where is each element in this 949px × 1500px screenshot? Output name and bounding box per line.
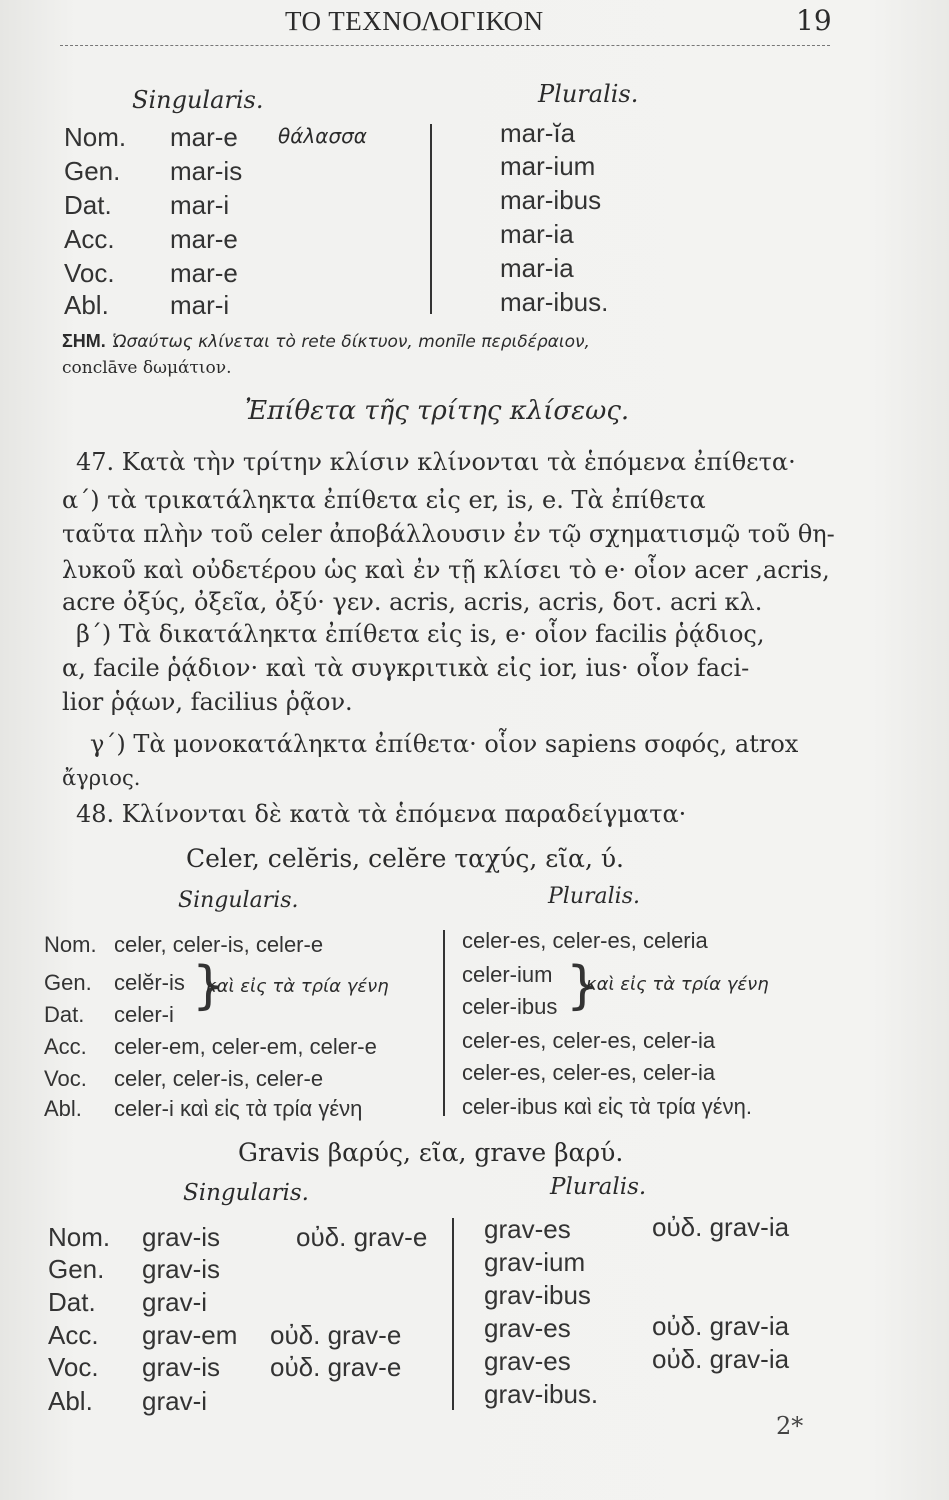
mare-plural-form: mar-ibus (500, 185, 602, 215)
mare-singular-form: mar-e (170, 224, 238, 254)
gravis-plural-neuter: οὐδ. grav-ia (652, 1344, 790, 1374)
celer-case-label: Abl. (44, 1096, 82, 1121)
gravis-singular-form: grav-i (142, 1386, 208, 1416)
mare-case-label: Nom. (64, 122, 127, 152)
celer-singular-brace-text: καὶ εἰς τὰ τρία γένη (206, 976, 389, 997)
mare-plural-form: mar-ibus. (500, 287, 609, 317)
celer-plural-form: celer-es, celer-es, celer-ia (462, 1028, 716, 1053)
note-label: ΣΗΜ. (62, 331, 106, 351)
celer-singular-brace: } (192, 956, 226, 1016)
mare-column-divider (430, 124, 432, 314)
gravis-singular-form: grav-is (142, 1254, 221, 1284)
celer-singular-heading: Singularis. (178, 888, 299, 913)
para47-line: ἄγριος. (62, 766, 141, 790)
celer-singular-form: celer-em, celer-em, celer-e (114, 1034, 377, 1059)
celer-case-label: Dat. (44, 1002, 85, 1027)
printer-signature: 2* (776, 1412, 804, 1440)
gravis-singular-form: grav-is (142, 1222, 221, 1252)
mare-plural-form: mar-ĭa (500, 118, 576, 148)
mare-gloss: θάλασσα (278, 124, 367, 148)
celer-singular-form: celer-i (114, 1002, 174, 1027)
para47-line: ταῦτα πλὴν τοῦ celer ἀποβάλλουσιν ἐν τῷ σχηματισμῷ τοῦ θη- (62, 520, 835, 548)
mare-plural-form: mar-ium (500, 151, 596, 181)
para47-line: λυκοῦ καὶ οὐδετέρου ὡς καὶ ἐν τῇ κλίσει τὸ e· οἷον acer ,acris, (62, 556, 830, 584)
gravis-plural-form: grav-ium (484, 1247, 586, 1277)
page-number: 19 (796, 4, 832, 37)
gravis-plural-neuter: οὐδ. grav-ia (652, 1212, 790, 1242)
gravis-case-label: Nom. (48, 1222, 111, 1252)
para47-line: β´) Τὰ δικατάληκτα ἐπίθετα εἰς is, e· οἷον facilis ῥᾴδιος, (76, 620, 765, 648)
note-text: Ὡσαύτως κλίνεται τὸ rete δίκτυον, monīle περιδέραιον, (112, 332, 590, 352)
celer-plural-heading: Pluralis. (548, 884, 640, 909)
celer-singular-form: celer-i καὶ εἰς τὰ τρία γένη (114, 1096, 363, 1121)
gravis-singular-heading: Singularis. (183, 1180, 309, 1206)
mare-case-label: Gen. (64, 156, 121, 186)
gravis-column-divider (452, 1218, 454, 1410)
celer-plural-form: celer-ibus καὶ εἰς τὰ τρία γένη. (462, 1094, 752, 1119)
note-line-2: conclāve δωμάτιον. (62, 358, 232, 378)
gravis-case-label: Voc. (48, 1352, 99, 1382)
celer-plural-form: celer-ibus (462, 994, 558, 1019)
gravis-plural-heading: Pluralis. (550, 1174, 647, 1200)
gravis-case-label: Dat. (48, 1287, 96, 1317)
celer-singular-form: celer, celer-is, celer-e (114, 1066, 324, 1091)
mare-singular-form: mar-e (170, 122, 238, 152)
gravis-singular-neuter: οὐδ. grav-e (270, 1352, 402, 1382)
celer-column-divider (443, 930, 445, 1116)
mare-singular-form: mar-i (170, 290, 230, 320)
gravis-singular-neuter: οὐδ. grav-e (270, 1320, 402, 1350)
celer-case-label: Acc. (44, 1034, 87, 1059)
gravis-plural-form: grav-ibus (484, 1280, 591, 1310)
gravis-singular-form: grav-i (142, 1287, 208, 1317)
header-rule (60, 45, 830, 46)
mare-singular-heading: Singularis. (132, 86, 264, 114)
gravis-singular-neuter: οὐδ. grav-e (296, 1222, 428, 1252)
gravis-case-label: Acc. (48, 1320, 99, 1350)
celer-plural-form: celer-es, celer-es, celeria (462, 928, 708, 953)
mare-plural-form: mar-ia (500, 253, 574, 283)
para47-line: lior ῥᾴων, facilius ῥᾷον. (62, 688, 353, 716)
para47-line: α, facile ῥᾴδιον· καὶ τὰ συγκριτικὰ εἰς ior, ius· οἷον faci- (62, 654, 750, 682)
gravis-plural-form: grav-es (484, 1214, 571, 1244)
gravis-singular-form: grav-is (142, 1352, 221, 1382)
gravis-plural-form: grav-es (484, 1346, 571, 1376)
para47-line: acre ὀξύς, ὀξεῖα, ὀξύ· γεν. acris, acris, acris, δοτ. acri κλ. (62, 588, 763, 616)
celer-plural-form: celer-es, celer-es, celer-ia (462, 1060, 716, 1085)
para47-line: 47. Κατὰ τὴν τρίτην κλίσιν κλίνονται τὰ ἑπόμενα ἐπίθετα· (76, 448, 796, 476)
section-title: Ἐπίθετα τῆς τρίτης κλίσεως. (245, 396, 630, 426)
mare-case-label: Acc. (64, 224, 115, 254)
celer-plural-brace-text: καὶ εἰς τὰ τρία γένη (586, 974, 769, 995)
celer-case-label: Gen. (44, 970, 92, 995)
para48-line: 48. Κλίνονται δὲ κατὰ τὰ ἑπόμενα παραδείγματα· (76, 800, 687, 828)
running-header-title: ΤΟ ΤΕΧΝΟΛΟΓΙΚΟΝ (285, 6, 544, 36)
mare-singular-form: mar-i (170, 190, 230, 220)
celer-plural-form: celer-ium (462, 962, 553, 987)
mare-plural-form: mar-ia (500, 219, 574, 249)
celer-case-label: Nom. (44, 932, 97, 957)
gravis-singular-form: grav-em (142, 1320, 238, 1350)
para47-line: α´) τὰ τρικατάληκτα ἐπίθετα εἰς er, is, e. Τὰ ἐπίθετα (62, 486, 706, 514)
celer-plural-brace: } (566, 956, 600, 1016)
celer-case-label: Voc. (44, 1066, 87, 1091)
celer-singular-form: celer, celer-is, celer-e (114, 932, 324, 957)
celer-singular-form: celĕr-is (114, 970, 185, 995)
gravis-plural-form: grav-ibus. (484, 1379, 599, 1409)
gravis-plural-neuter: οὐδ. grav-ia (652, 1311, 790, 1341)
gravis-title: Gravis βαρύς, εῖα, grave βαρύ. (238, 1138, 624, 1167)
mare-case-label: Voc. (64, 258, 115, 288)
gravis-plural-form: grav-es (484, 1313, 571, 1343)
gravis-case-label: Gen. (48, 1254, 105, 1284)
para47-line: γ´) Τὰ μονοκατάληκτα ἐπίθετα· οἷον sapiens σοφός, atrox (90, 730, 799, 758)
note-line-1 (62, 328, 590, 352)
celer-title: Celer, celĕris, celĕre ταχύς, εῖα, ύ. (186, 844, 624, 873)
mare-plural-heading: Pluralis. (538, 80, 639, 108)
mare-case-label: Abl. (64, 290, 109, 320)
gravis-case-label: Abl. (48, 1386, 93, 1416)
mare-singular-form: mar-is (170, 156, 243, 186)
mare-singular-form: mar-e (170, 258, 238, 288)
mare-case-label: Dat. (64, 190, 112, 220)
